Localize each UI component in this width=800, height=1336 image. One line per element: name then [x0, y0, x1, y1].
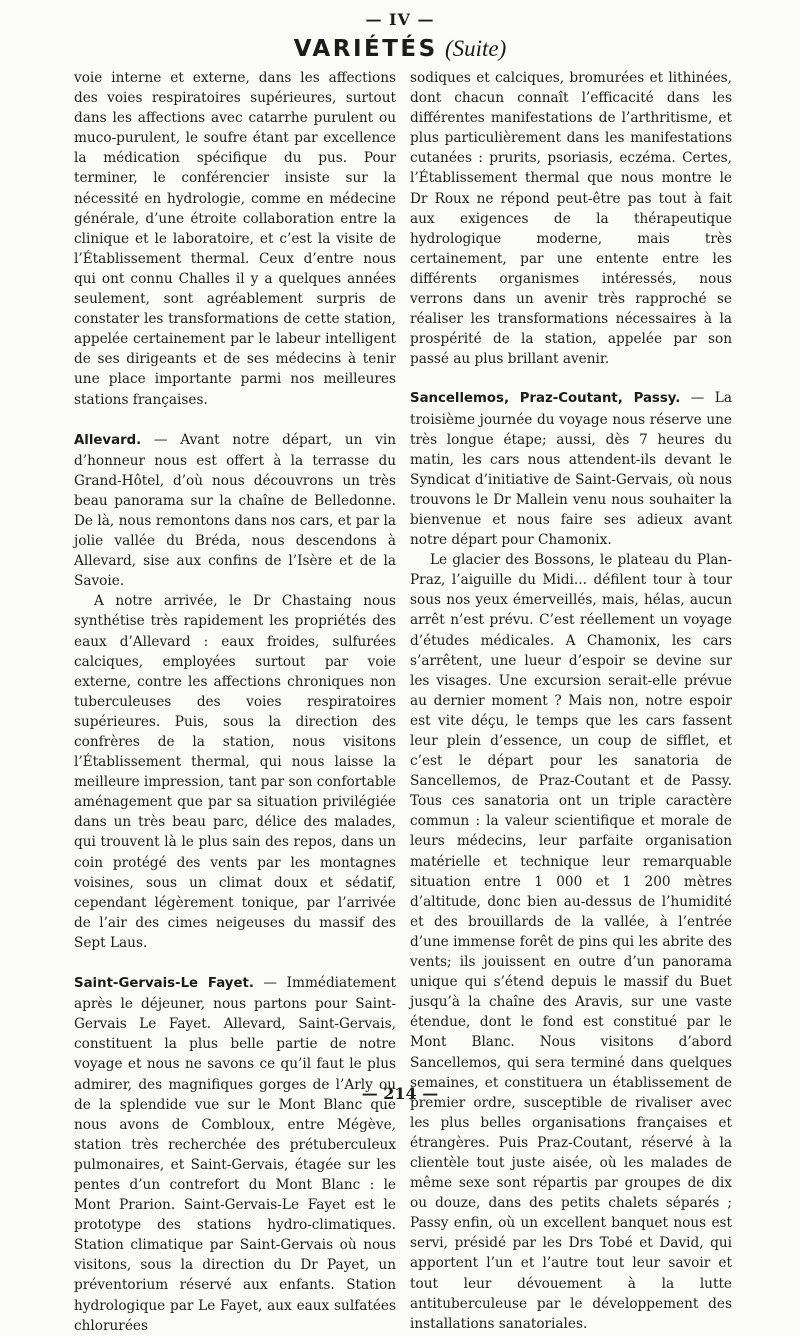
paragraph-le-fayet-continued: sodiques et calciques, bromurées et lithinées, dont chacun connaît l’efficacité dans les différentes manifestations de l’arthritisme, et plus particulièrement dans les manifestations cutanées : prurits, psoriasis, eczéma. Certes, l’Établissement thermal que nous montre le Dr Roux ne répond peut-être pas tout à fait aux exigences de la thérapeutique hydrologique moderne, mais très certainement, par une entente entre les différents organismes intéressés, nous verrons dans un avenir très rapproché se réaliser les transformations nécessaires à la prospérité de la station, appelée par son passé au plus brillant avenir.: [410, 70, 732, 368]
section-title-main: VARIÉTÉS: [293, 36, 438, 62]
paragraph-allevard-arrival: A notre arrivée, le Dr Chastaing nous synthétise très rapidement les propriétés des eaux d’Allevard : eaux froides, sulfurées calciques, employées surtout par voie externe, contre les affections chroniques non tuberculeuses des voies respiratoires supérieures. Puis, sous la direction des confrères de la station, nous visitons l’Établissement thermal, qui nous laisse la meilleure impression, tant par son confortable aménagement que par sa situation privilégiée dans un très beau parc, délice des malades, qui trouvent là le plus sain des repos, dans un coin protégé des vents par les montagnes voisines, sous un climat doux et sédatif, cependant légèrement tonique, par l’arrivée de l’air des cimes neigeuses du massif des Sept Laus.: [74, 593, 397, 951]
paragraph-sanatoria: Le glacier des Bossons, le plateau du Plan-Praz, l’aiguille du Midi... défilent tour à tour sous nos yeux émerveillés, mais, hélas, aucun arrêt n’est prévu. C’est réellement un voyage d’études médicales. A Chamonix, les cars s’arrêtent, une lueur d’espoir se devine sur les visages. Une excursion serait-elle prévue au dernier moment ? Mais non, notre espoir est vite déçu, le temps que les cars fassent leur plein d’essence, un coup de sifflet, et c’est le départ pour les sanatoria de Sancellemos, de Praz-Coutant et de Passy. Tous ces sanatoria ont un triple caractère commun : la valeur scientifique et morale de leurs médecins, leur parfaite organisation matérielle et technique leur remarquable situation entre 1 000 et 1 200 mètres d’altitude, donc bien au-dessus de l’humidité et des brouillards de la vallée, à l’entrée d’une immense forêt de pins qui les abrite des vents; ils jouissent en outre d’un panorama unique qui s’étend depuis le massif du Buet jusqu’à la chaîne des Aravis, sur une vaste étendue, dont le fond est constitué par le Mont Blanc. Nous visitons d’abord Sancellemos, qui sera terminé dans quelques semaines, et constituera un établissement de premier ordre, susceptible de rivaliser avec les plus belles organisations françaises et étrangères. Puis Praz-Coutant, réservé à la clientèle tout juste aisée, où les malades de même sexe sont répartis par groupes de dix ou douze, dans des petits chalets séparés ; Passy enfin, où un excellent banquet nous est servi, présidé par les Drs Tobé et David, qui apportent l’un et l’autre tout leur savoir et tout leur dévouement à la lutte antituberculeuse par le développement des installations sanatoriales.: [410, 552, 732, 1332]
section-folio: — IV —: [365, 10, 435, 29]
paragraph-challes-continued: voie interne et externe, dans les affections des voies respiratoires supérieures, surtout dans les affections avec catarrhe purulent ou muco-purulent, le soufre étant par excellence la médication spécifique du pus. Pour terminer, le conférencier insiste sur la nécessité en hydrologie, comme en médecine générale, d’une étroite collaboration entre la clinique et le laboratoire, et c’est la visite de l’Établissement thermal. Ceux d’entre nous qui ont connu Challes il y a quelques années seulement, sont agréablement surpris de constater les transformations de cette station, appelée certainement par le labeur intelligent de ses dirigeants et de ses médecins à tenir une place importante parmi nos meilleures stations françaises.: [74, 70, 396, 408]
allevard-text: — Avant notre départ, un vin d’honneur nous est offert à la terrasse du Grand-Hôtel, d’où nous découvrons un très beau panorama sur la chaîne de Belledonne. De là, nous remontons dans nos cars, et par la jolie vallée du Bréda, nous descendons à Allevard, sise aux confins de l’Isère et de la Savoie.: [74, 431, 396, 590]
heading-allevard: Allevard.: [74, 432, 142, 448]
section-title-suite: (Suite): [444, 36, 507, 61]
paragraph-saint-gervais: [74, 973, 396, 1336]
saint-gervais-text: — Immédiatement après le déjeuner, nous partons pour Saint-Gervais Le Fayet. Allevard, Saint-Gervais, constituent la plus belle partie de notre voyage et nous ne savons ce qu’il faut le plus admirer, des magnifiques gorges de l’Arly ou de la splendide vue sur le Mont Blanc que nous avons de Combloux, entre Mégève, station très recherchée des prétuberculeux pulmonaires, et Saint-Gervais, étagée sur les pentes d’un contrefort du Mont Blanc : le Mont Prarion. Saint-Gervais-Le Fayet est le prototype des stations hydro-climatiques. Station climatique par Saint-Gervais où nous visitons, sous la direction du Dr Payet, un préventorium réservé aux enfants. Station hydrologique par Le Fayet, aux eaux sulfatées chlorurées: [74, 975, 396, 1334]
heading-sancellemos: Sancellemos, Praz-Coutant, Passy.: [410, 391, 681, 407]
sancellemos-text: — La troisième journée du voyage nous réserve une très longue étape; aussi, dès 7 heures du matin, les cars nous attendent-ils devant le Syndicat d’initiative de Saint-Gervais, où nous trouvons le Dr Mallein venu nous souhaiter la bienvenue et nous faire ses adieux avant notre départ pour Chamonix.: [410, 390, 732, 549]
paragraph-sancellemos: [410, 388, 732, 550]
right-column: [410, 68, 732, 1334]
paragraph-allevard: [74, 430, 396, 592]
section-title: [0, 36, 800, 62]
page-number: — 214 —: [361, 1084, 439, 1103]
heading-saint-gervais: Saint-Gervais-Le Fayet.: [74, 976, 254, 992]
